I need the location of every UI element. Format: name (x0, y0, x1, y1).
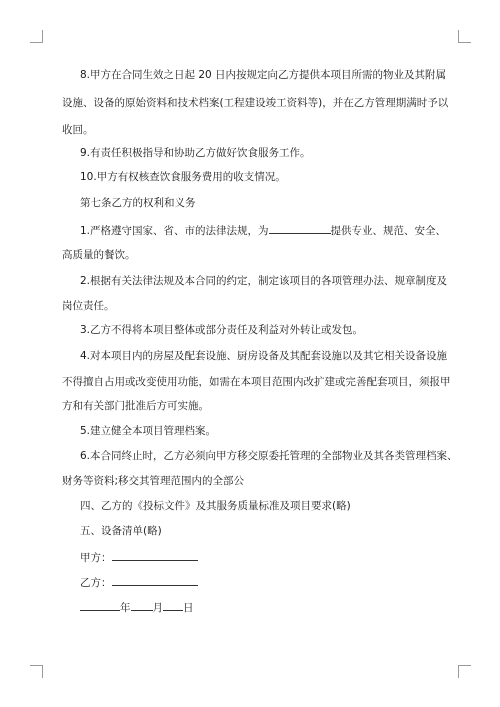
article-7-heading: 第七条乙方的权利和义务 (80, 197, 196, 209)
item-1-line-2: 高质量的餐饮。 (62, 249, 136, 261)
year-blank (80, 599, 120, 611)
date-line (80, 599, 194, 615)
item-4-line-3: 方和有关部门批准后方可实施。 (62, 400, 209, 412)
item-4-line-2: 不得擅自占用或改变使用功能，如需在本项目范围内改扩建或完善配套项目，须报甲 (62, 376, 451, 388)
clause-8-line-2: 设施、设备的原始资料和技术档案(工程建设竣工资料等)，并在乙方管理期满时予以 (62, 97, 449, 109)
corner-mark-top-left (30, 30, 43, 43)
section-5-heading: 五、设备清单(略) (80, 525, 162, 537)
corner-mark-bottom-right (458, 665, 471, 678)
party-a-label: 甲方： (80, 552, 112, 564)
day-label: 日 (183, 602, 194, 614)
clause-8-line-1: 8.甲方在合同生效之日起 20 日内按规定向乙方提供本项目所需的物业及其附属 (80, 69, 447, 81)
item-6-line-1: 6.本合同终止时，乙方必须向甲方移交原委托管理的全部物业及其各类管理档案、 (80, 450, 458, 462)
item-6-line-2: 财务等资料;移交其管理范围内的全部公 (62, 475, 245, 487)
item-3: 3.乙方不得将本项目整体或部分责任及利益对外转让或发包。 (80, 324, 364, 336)
section-4-heading: 四、乙方的《投标文件》及其服务质量标准及项目要求(略) (80, 500, 351, 512)
clause-8-line-3: 收回。 (62, 124, 94, 136)
corner-mark-bottom-left (30, 665, 43, 678)
party-a-signature-line (80, 549, 198, 565)
month-blank (131, 599, 153, 611)
year-label: 年 (120, 602, 131, 614)
party-b-label: 乙方： (80, 577, 112, 589)
party-b-signature-line (80, 574, 198, 590)
day-blank (163, 599, 183, 611)
corner-mark-top-right (458, 30, 471, 43)
clause-10: 10.甲方有权核查饮食服务费用的收支情况。 (80, 171, 286, 183)
clause-9: 9.有责任积极指导和协助乙方做好饮食服务工作。 (80, 147, 311, 159)
item-2-line-1: 2.根据有关法律法规及本合同的约定，制定该项目的各项管理办法、规章制度及 (80, 275, 448, 287)
item-2-line-2: 岗位责任。 (62, 300, 115, 312)
party-b-blank (112, 574, 198, 586)
blank-underline (269, 222, 331, 234)
party-a-blank (112, 549, 198, 561)
item-5: 5.建立健全本项目管理档案。 (80, 425, 217, 437)
item-1-line-1 (80, 222, 446, 238)
item-4-line-1: 4.对本项目内的房屋及配套设施、厨房设备及其配套设施以及其它相关设备设施 (80, 350, 448, 362)
item-1-text-a: 1.严格遵守国家、省、市的法律法规，为 (80, 225, 269, 237)
month-label: 月 (152, 602, 163, 614)
item-1-text-b: 提供专业、规范、安全、 (330, 225, 447, 237)
